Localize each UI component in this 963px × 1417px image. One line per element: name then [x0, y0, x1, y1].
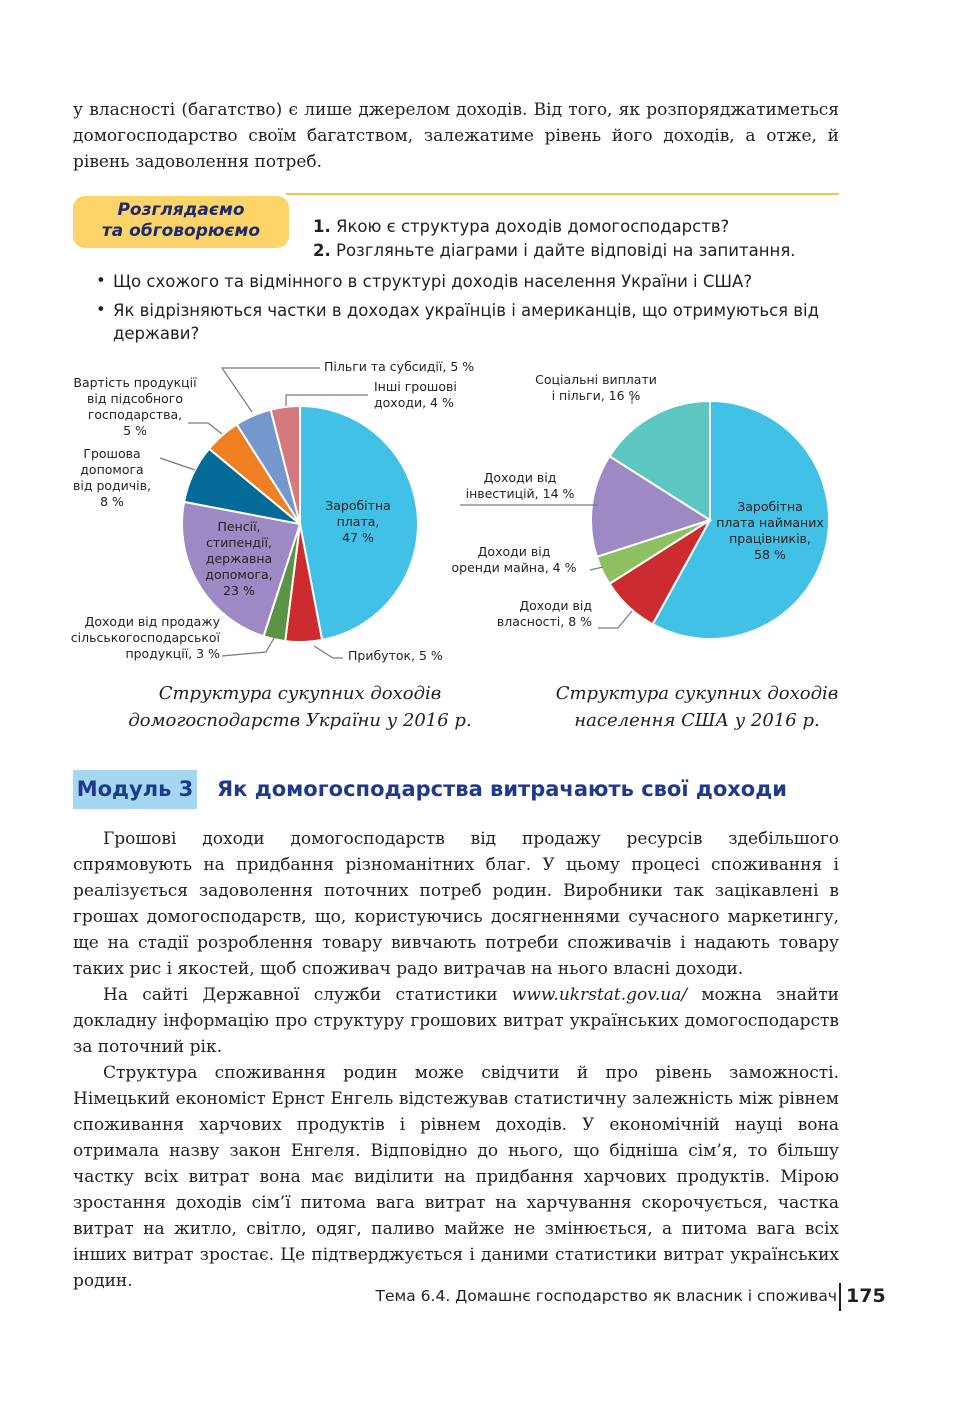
p2-text-b: можна знайти докладну інформацію про структуру грошових витрат українських домогосподарств за поточний рік. [73, 985, 839, 1057]
ua-chart-caption: Структура сукупних доходів домогосподарств України у 2016 р. [128, 683, 472, 731]
us-label-investments: Доходи від інвестицій, 14 % [465, 470, 575, 501]
question-1-number: 1. [313, 217, 331, 236]
bullet-dot: • [96, 300, 106, 319]
ua-label-profit: Прибуток, 5 % [348, 648, 443, 663]
us-chart-caption: Структура сукупних доходів населення США у 2016 р. [555, 683, 839, 731]
ua-label-salary: Заробітна плата, 47 % [325, 498, 391, 545]
footer-divider [839, 1283, 841, 1311]
p2-text-a: На сайті Державної служби статистики [103, 985, 512, 1005]
us-label-property: Доходи від власності, 8 % [496, 598, 592, 629]
leader-line [160, 458, 195, 470]
question-2-text: Розгляньте діаграми і дайте відповіді на запитання. [336, 241, 796, 260]
body-paragraph-2 [73, 982, 839, 1060]
ua-label-pensions: Пенсії, стипендії, державна допомога, 23 % [205, 519, 273, 598]
ua-label-household: Вартість продукції від підсобного господарства, 5 % [73, 375, 197, 438]
bullet-item-2: Як відрізняються частки в доходах українців і американців, що отримуються від держави? [113, 301, 820, 343]
body-paragraph-1: Грошові доходи домогосподарств від продажу ресурсів здебільшого спрямовують на придбання різноманітних благ. У цьому процесі споживання і реалізується задоволення поточних потреб родин. Виробники так зацікавлені в грошах домогосподарств, що, користуючись досягненнями сучасного маркетингу, ще на стадії розроблення товару вивчають потреби споживачів і надають товару таких рис і якостей, щоб споживач радо витрачав на нього власні доходи. [73, 829, 839, 979]
ua-label-other: Інші грошові доходи, 4 % [374, 379, 457, 410]
discuss-label-line1: Розглядаємо [117, 200, 245, 220]
intro-paragraph: у власності (багатство) є лише джерелом доходів. Від того, як розпоряджатиметься домогосподарство своїм багатством, залежатиме рівень його доходів, а отже, й рівень задоволення потреб. [73, 100, 839, 172]
stat-site-link: www.ukrstat.gov.ua/ [511, 985, 688, 1005]
us-label-rent: Доходи від оренди майна, 4 % [451, 544, 577, 575]
bullet-item-1: Що схожого та відмінного в структурі доходів населення України і США? [113, 272, 753, 291]
ua-label-relatives: Грошова допомога від родичів, 8 % [72, 446, 151, 509]
discuss-label-line2: та обговорюємо [101, 221, 261, 241]
page-number: 175 [846, 1285, 886, 1307]
us-label-wages: Заробітна плата найманих працівників, 58 % [716, 499, 824, 562]
leader-line [598, 611, 632, 628]
bullet-dot: • [96, 271, 106, 290]
body-paragraph-3: Структура споживання родин може свідчити й про рівень заможності. Німецький економіст Ернст Енгель відстежував статистичну залежність між рівнем споживання харчових продуктів і рівнем доходів. У економічній науці вона отримала назву закон Енгеля. Відповідно до нього, що бідніша сім’я, то більшу частку всіх витрат вона має виділити на придбання харчових продуктів. Мірою зростання доходів сім’ї питома вага витрат на харчування скорочується, частка витрат на житло, світло, одяг, паливо майже не змінюється, а питома вага всіх інших витрат зростає. Це підтверджується і даними статистики витрат українських родин. [73, 1063, 839, 1291]
question-1-text: Якою є структура доходів домогосподарств? [336, 217, 730, 236]
leader-line [314, 646, 343, 658]
ua-label-agri-sales: Доходи від продажу сільськогосподарської продукції, 3 % [70, 614, 220, 661]
question-2-number: 2. [313, 241, 331, 260]
leader-line [222, 638, 274, 656]
footer-topic: Тема 6.4. Домашнє господарство як власник і споживач [375, 1287, 837, 1305]
us-label-social: Соціальні виплати і пільги, 16 % [535, 372, 657, 403]
leader-line [286, 395, 368, 406]
module-title: Як домогосподарства витрачають свої доходи [217, 777, 787, 801]
module-badge: Модуль 3 [73, 770, 197, 809]
ua-label-subsidies: Пільги та субсидії, 5 % [324, 359, 475, 374]
